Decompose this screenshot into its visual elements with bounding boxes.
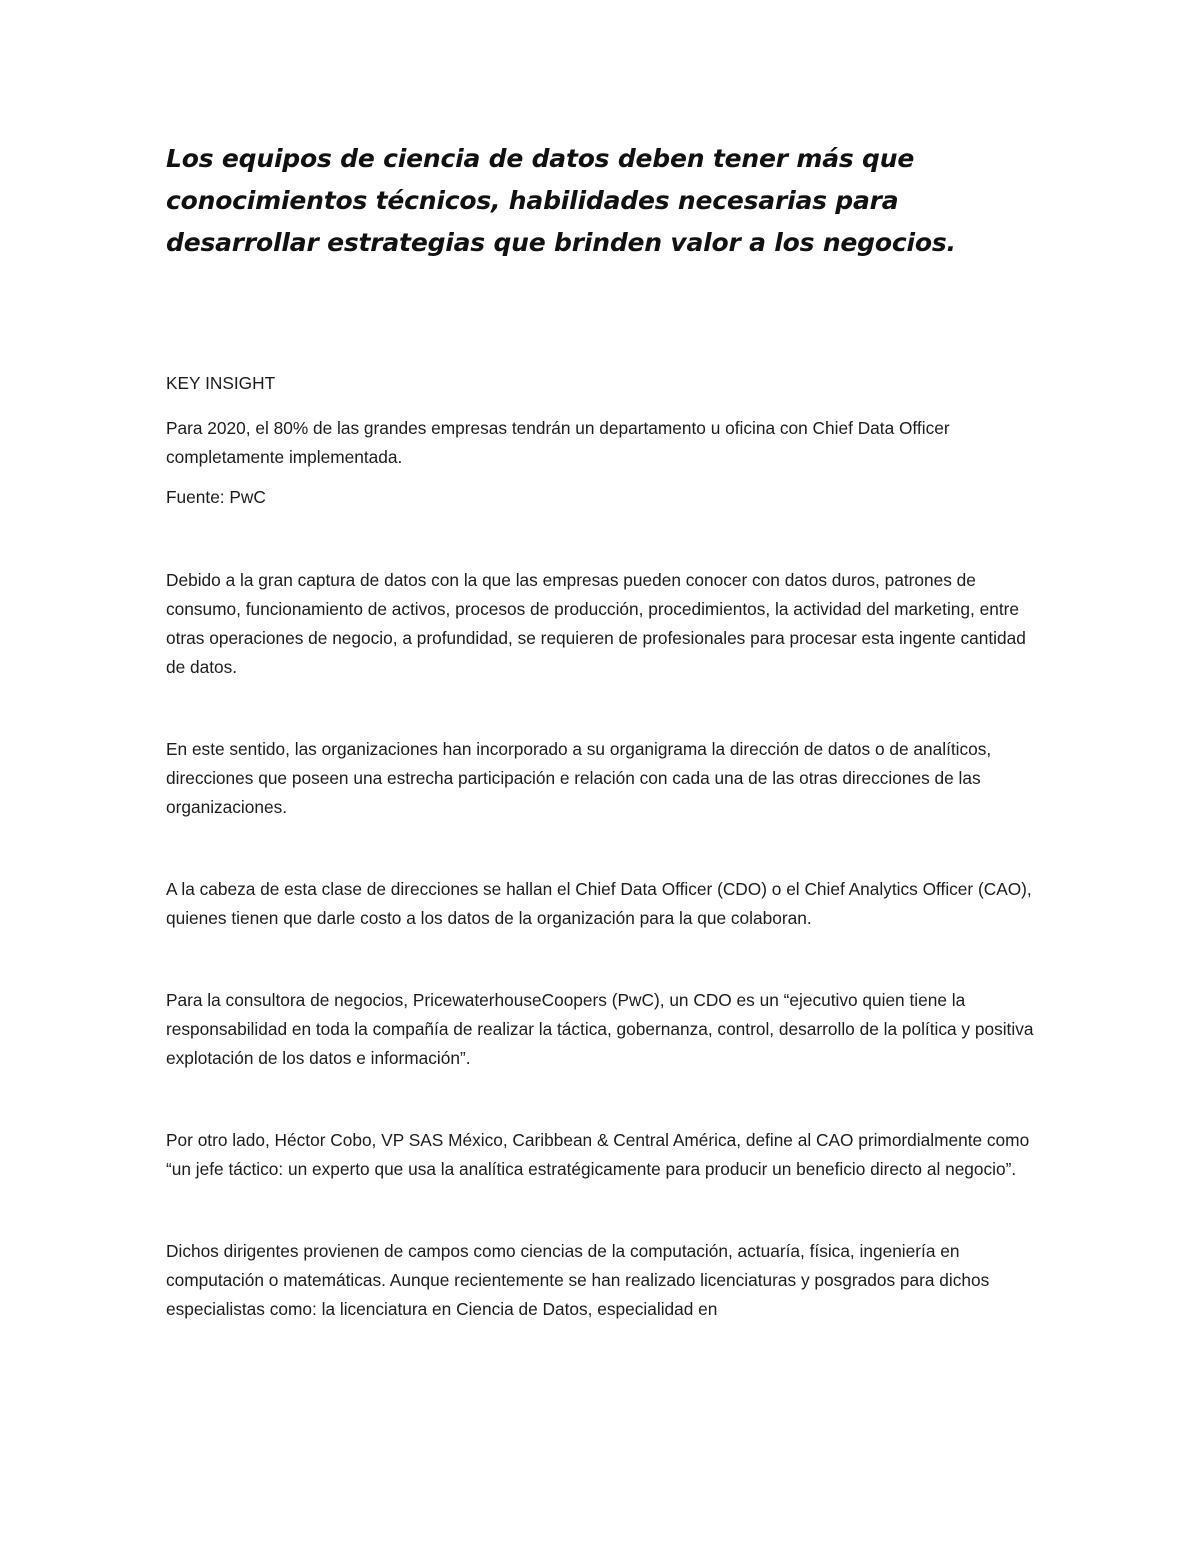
paragraph-pwc-definition: Para la consultora de negocios, PricewaterhouseCoopers (PwC), un CDO es un “ejecutivo quien tiene la responsabilidad en toda la compañía de realizar la táctica, gobernanza, control, desarrollo de la política y positiva explotación de los datos e información”. <box>166 990 1034 1068</box>
document-body <box>166 138 1046 1324</box>
paragraph-backgrounds: Dichos dirigentes provienen de campos como ciencias de la computación, actuaría, física, ingeniería en computación o matemáticas. Aunque recientemente se han realizado licenciaturas y posgrados para dichos especialistas como: la licenciatura en Ciencia de Datos, especialidad en <box>166 1241 990 1319</box>
paragraph-data-capture: Debido a la gran captura de datos con la que las empresas pueden conocer con datos duros, patrones de consumo, funcionamiento de activos, procesos de producción, procedimientos, la actividad del marketing, entre otras operaciones de negocio, a profundidad, se requieren de profesionales para procesar esta ingente cantidad de datos. <box>166 570 1026 677</box>
key-insight-statement: Para 2020, el 80% de las grandes empresas tendrán un departamento u oficina con Chief Data Officer completamente implementada. <box>166 418 950 467</box>
article-title: Los equipos de ciencia de datos deben tener más que conocimientos técnicos, habilidades necesarias para desarrollar estrategias que brinden valor a los negocios. <box>166 144 956 257</box>
key-insight-source: Fuente: PwC <box>166 487 266 507</box>
paragraph-organizations: En este sentido, las organizaciones han incorporado a su organigrama la dirección de datos o de analíticos, direcciones que poseen una estrecha participación e relación con cada una de las otras direcciones de las organizaciones. <box>166 739 992 817</box>
paragraph-cdo-cao: A la cabeza de esta clase de direcciones se hallan el Chief Data Officer (CDO) o el Chief Analytics Officer (CAO), quienes tienen que darle costo a los datos de la organización para la que colaboran. <box>166 879 1032 928</box>
key-insight-label: KEY INSIGHT <box>166 373 276 393</box>
paragraph-cobo-definition: Por otro lado, Héctor Cobo, VP SAS México, Caribbean & Central América, define al CAO primordialmente como “un jefe táctico: un experto que usa la analítica estratégicamente para producir un beneficio directo al negocio”. <box>166 1130 1030 1179</box>
